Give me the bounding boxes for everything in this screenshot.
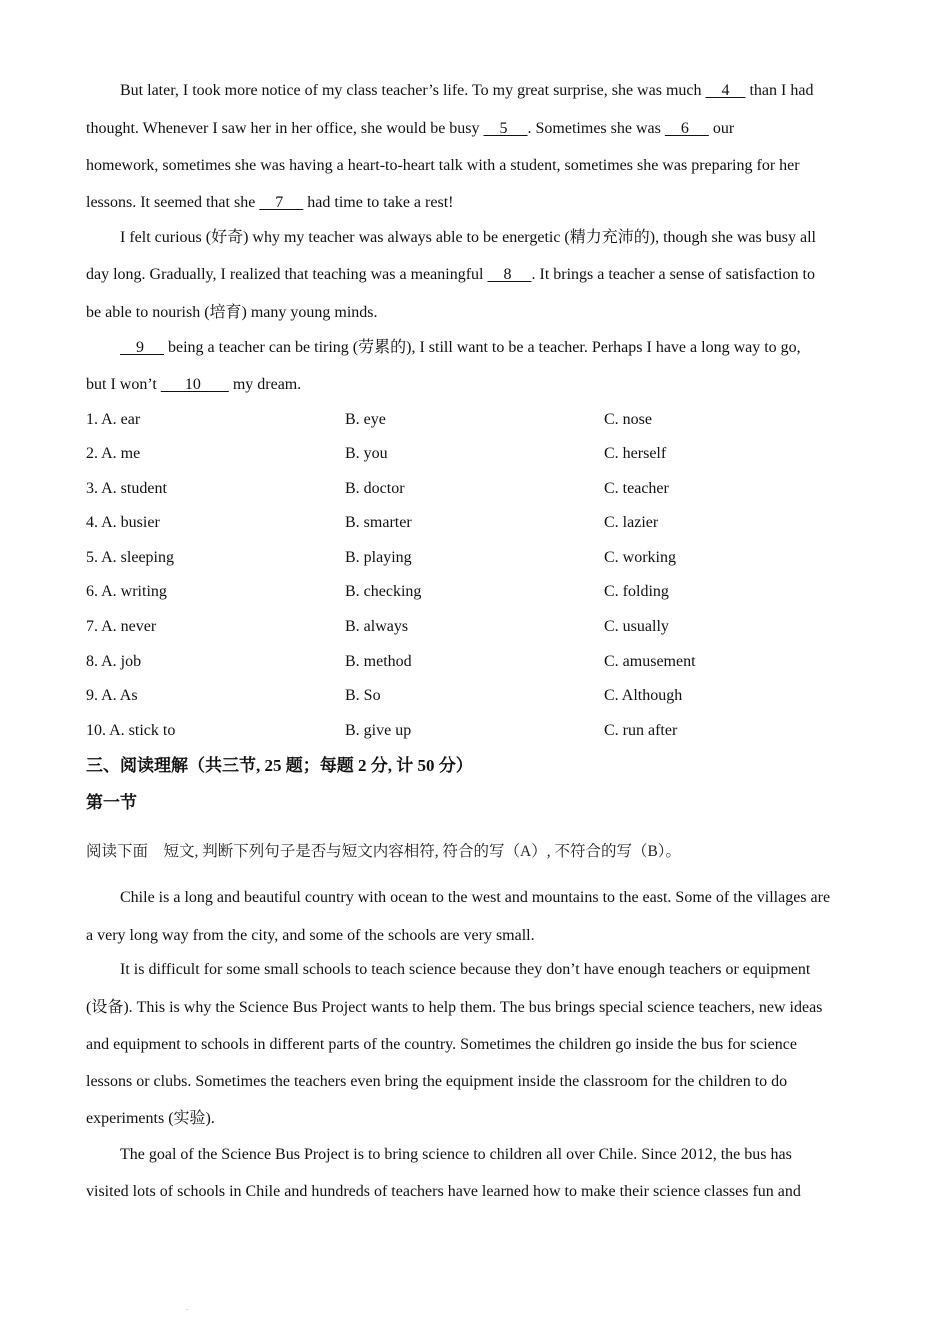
passage-line <box>86 119 734 139</box>
footer-mark: . <box>186 1303 188 1312</box>
option-c: C. nose <box>604 411 652 428</box>
text: but I won’t <box>86 376 161 393</box>
blank-5: 5 <box>483 120 528 137</box>
option-b: B. eye <box>345 411 386 428</box>
option-c: C. Although <box>604 687 683 704</box>
text: being a teacher can be tiring (劳累的), I still want to be a teacher. Perhaps I have a long way to go, <box>164 339 801 356</box>
option-b: B. checking <box>345 583 422 600</box>
text: day long. Gradually, I realized that teaching was a meaningful <box>86 266 488 283</box>
text: my dream. <box>228 376 302 393</box>
passage-line <box>86 375 301 395</box>
text: thought. Whenever I saw her in her office, she would be busy <box>86 120 484 137</box>
passage-line <box>86 193 453 213</box>
option-b: B. So <box>345 687 381 704</box>
option-a: 3. A. student <box>86 480 167 497</box>
blank-10: 10 <box>160 376 229 393</box>
section-title: 三、阅读理解（共三节, 25 题；每题 2 分, 计 50 分） <box>86 756 473 775</box>
option-a: 6. A. writing <box>86 583 167 600</box>
reading-line: (设备). This is why the Science Bus Project wants to help them. The bus brings special science teachers, new ideas <box>86 999 823 1016</box>
text: . It brings a teacher a sense of satisfaction to <box>531 266 815 283</box>
reading-line: It is difficult for some small schools to teach science because they don’t have enough teachers or equipment <box>120 961 811 978</box>
option-a: 5. A. sleeping <box>86 549 174 566</box>
part-title: 第一节 <box>86 793 137 812</box>
reading-line: The goal of the Science Bus Project is to bring science to children all over Chile. Since 2012, the bus has <box>120 1146 792 1163</box>
passage-line <box>120 81 813 101</box>
option-b: B. method <box>345 653 412 670</box>
passage-line <box>120 338 801 358</box>
option-a: 8. A. job <box>86 653 142 670</box>
option-c: C. teacher <box>604 480 669 497</box>
option-c: C. run after <box>604 722 678 739</box>
option-a: 10. A. stick to <box>86 722 176 739</box>
option-c: C. amusement <box>604 653 696 670</box>
text: lessons. It seemed that she <box>86 194 260 211</box>
option-c: C. working <box>604 549 676 566</box>
option-b: B. playing <box>345 549 412 566</box>
reading-line: experiments (实验). <box>86 1110 215 1127</box>
passage-line <box>86 265 815 285</box>
reading-line: a very long way from the city, and some of the schools are very small. <box>86 927 535 944</box>
option-b: B. smarter <box>345 514 412 531</box>
reading-line: lessons or clubs. Sometimes the teachers even bring the equipment inside the classroom for the children to do <box>86 1073 788 1090</box>
option-a: 2. A. me <box>86 445 141 462</box>
passage-line: be able to nourish (培育) many young minds. <box>86 304 378 321</box>
option-a: 7. A. never <box>86 618 157 635</box>
blank-6: 6 <box>664 120 709 137</box>
passage-line: I felt curious (好奇) why my teacher was always able to be energetic (精力充沛的), though she was busy all <box>120 229 816 246</box>
option-c: C. lazier <box>604 514 659 531</box>
option-b: B. always <box>345 618 409 635</box>
blank-7: 7 <box>259 194 304 211</box>
text: But later, I took more notice of my class teacher’s life. To my great surprise, she was much <box>120 82 706 99</box>
option-c: C. herself <box>604 445 667 462</box>
blank-8: 8 <box>487 266 532 283</box>
text: our <box>708 120 735 137</box>
option-b: B. doctor <box>345 480 405 497</box>
text: . Sometimes she was <box>527 120 665 137</box>
option-b: B. you <box>345 445 388 462</box>
option-a: 4. A. busier <box>86 514 160 531</box>
option-a: 1. A. ear <box>86 411 141 428</box>
reading-line: Chile is a long and beautiful country with ocean to the west and mountains to the east. Some of the villages are <box>120 889 831 906</box>
option-c: C. folding <box>604 583 669 600</box>
blank-9: 9 <box>120 339 164 356</box>
text: had time to take a rest! <box>303 194 454 211</box>
option-a: 9. A. As <box>86 687 138 704</box>
option-b: B. give up <box>345 722 412 739</box>
reading-line: visited lots of schools in Chile and hundreds of teachers have learned how to make their science classes fun and <box>86 1183 801 1200</box>
reading-line: and equipment to schools in different parts of the country. Sometimes the children go inside the bus for science <box>86 1036 797 1053</box>
instruction: 阅读下面 短文, 判断下列句子是否与短文内容相符, 符合的写（A）, 不符合的写（B）。 <box>86 843 682 860</box>
option-c: C. usually <box>604 618 669 635</box>
blank-4: 4 <box>705 82 746 99</box>
passage-line: homework, sometimes she was having a heart-to-heart talk with a student, sometimes she was preparing for her <box>86 157 800 174</box>
text: than I had <box>745 82 814 99</box>
